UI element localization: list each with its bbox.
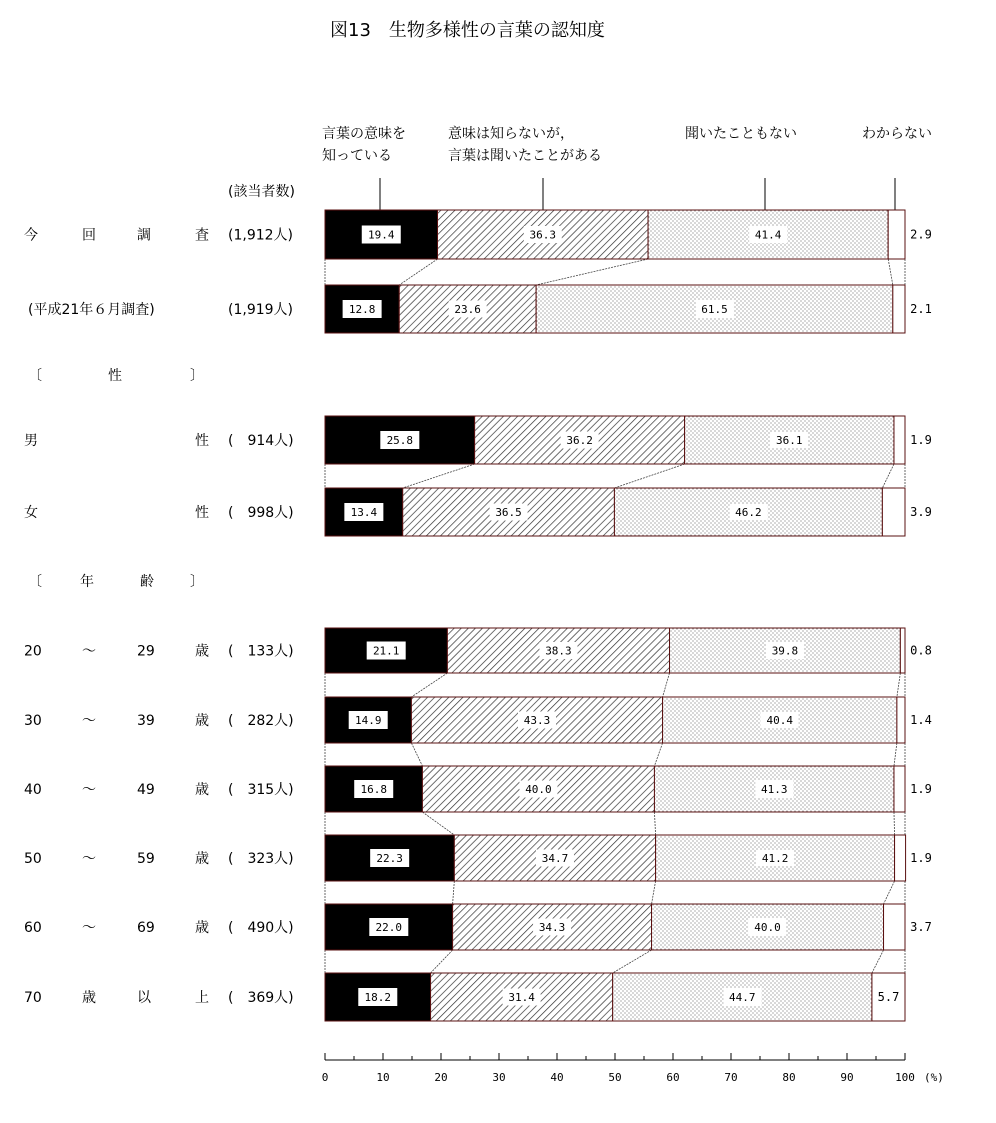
- bar-row: [24, 210, 932, 259]
- connector-line: [399, 259, 437, 285]
- row-label: 40: [24, 782, 42, 798]
- category-header: 意味は知らないが，: [448, 126, 574, 142]
- row-label: 男: [24, 433, 38, 449]
- value-label: 1.9: [910, 782, 932, 796]
- bar-segment: [900, 628, 905, 673]
- bar-row: [24, 904, 932, 950]
- row-label: 歳: [195, 782, 209, 798]
- tick-label: 20: [434, 1071, 448, 1084]
- value-label: 38.3: [545, 644, 572, 658]
- count-header: (該当者数): [228, 184, 295, 200]
- category-header: 言葉の意味を: [322, 126, 406, 142]
- group-label: 〔: [28, 368, 42, 384]
- value-label: 34.3: [538, 921, 566, 934]
- value-label: 1.9: [910, 851, 932, 865]
- bar-segment: [894, 416, 905, 464]
- bar-row: [24, 488, 932, 536]
- row-label: 39: [137, 713, 155, 729]
- bar-segment: [893, 285, 905, 333]
- tick-label: 10: [376, 1071, 390, 1084]
- connector-line: [897, 673, 900, 697]
- value-label: 46.2: [735, 506, 762, 519]
- value-label: 23.6: [454, 303, 481, 316]
- value-label: 36.1: [776, 434, 803, 447]
- row-label: 査: [195, 227, 209, 244]
- value-label: 25.8: [386, 434, 414, 447]
- group-label: 〕: [190, 574, 204, 590]
- bar-row: [24, 835, 932, 881]
- row-count: ( 282人): [228, 713, 294, 729]
- row-label: 女: [24, 505, 38, 521]
- row-label: 以: [137, 990, 151, 1006]
- tick-label: 0: [321, 1071, 329, 1084]
- bar-segment: [884, 904, 905, 950]
- value-label: 18.2: [364, 991, 392, 1004]
- value-label: 41.3: [760, 783, 788, 796]
- bar-row: [24, 766, 932, 812]
- value-label: 36.3: [529, 228, 557, 242]
- value-label: 36.5: [495, 506, 522, 519]
- connector-line: [654, 743, 662, 766]
- row-label: ～: [82, 851, 96, 867]
- category-header: 言葉は聞いたことがある: [448, 148, 602, 164]
- value-label: 36.2: [566, 434, 593, 447]
- row-label: 59: [137, 851, 155, 867]
- connector-line: [411, 673, 447, 697]
- row-label: 歳: [195, 851, 209, 867]
- tick-label: 40: [550, 1071, 564, 1084]
- row-label: ～: [82, 713, 96, 729]
- row-label: 歳: [195, 920, 209, 936]
- value-label: 44.7: [729, 991, 756, 1004]
- connector-line: [888, 259, 893, 285]
- row-label: 50: [24, 851, 42, 867]
- row-label: 回: [82, 227, 96, 244]
- row-label: 性: [195, 433, 209, 449]
- value-label: 14.9: [354, 714, 382, 727]
- value-label: 3.7: [910, 920, 932, 934]
- category-header: わからない: [862, 126, 932, 142]
- row-label: ～: [82, 782, 96, 798]
- value-label: 13.4: [350, 506, 378, 519]
- tick-label: 90: [840, 1071, 854, 1084]
- row-label: ～: [82, 643, 96, 660]
- bar-row: [24, 628, 932, 673]
- row-label: 20: [24, 643, 42, 660]
- value-label: 3.9: [910, 505, 932, 519]
- value-label: 0.8: [910, 643, 932, 658]
- bar-segment: [894, 766, 905, 812]
- group-labels: [28, 367, 204, 590]
- group-label: 年: [80, 574, 94, 590]
- row-label: 70: [24, 990, 42, 1006]
- connector-line: [654, 812, 655, 835]
- value-label: 40.0: [525, 783, 552, 796]
- row-count: ( 323人): [228, 851, 294, 867]
- tick-label: 70: [724, 1071, 738, 1084]
- row-count: ( 315人): [228, 782, 294, 798]
- row-label: 60: [24, 920, 42, 936]
- category-header: 聞いたこともない: [685, 126, 797, 142]
- tick-label: 30: [492, 1071, 506, 1084]
- tick-label: 100: [895, 1071, 915, 1084]
- value-label: 2.9: [910, 227, 932, 242]
- connector-line: [536, 259, 648, 285]
- value-label: 19.4: [368, 228, 395, 242]
- connector-line: [614, 464, 684, 488]
- connector-line: [403, 464, 475, 488]
- connector-line: [613, 950, 652, 973]
- value-label: 61.5: [701, 303, 728, 316]
- row-label: 49: [137, 782, 155, 798]
- row-label: (平成21年６月調査): [28, 302, 155, 318]
- row-label: 歳: [82, 990, 96, 1006]
- value-label: 1.9: [910, 433, 932, 447]
- connector-line: [894, 743, 897, 766]
- connector-line: [882, 464, 894, 488]
- connector-line: [652, 881, 656, 904]
- connector-line: [663, 673, 670, 697]
- row-count: ( 998人): [228, 505, 294, 521]
- value-label: 41.2: [761, 852, 789, 865]
- row-label: 歳: [195, 713, 209, 729]
- row-count: (1,912人): [228, 227, 294, 244]
- tick-label: 60: [666, 1071, 680, 1084]
- row-count: ( 133人): [228, 643, 294, 660]
- value-label: 2.1: [910, 302, 932, 316]
- bar-segment: [895, 835, 906, 881]
- bar-rows: [24, 210, 932, 1021]
- row-count: ( 914人): [228, 433, 294, 449]
- value-label: 40.4: [766, 714, 793, 727]
- row-count: ( 490人): [228, 920, 294, 936]
- group-label: 〕: [190, 368, 204, 384]
- connector-line: [872, 950, 884, 973]
- value-label: 22.3: [376, 852, 403, 865]
- value-label: 41.4: [754, 228, 782, 242]
- row-label: 上: [195, 990, 209, 1006]
- bar-row: [24, 697, 932, 743]
- connector-line: [422, 812, 454, 835]
- connector-line: [894, 812, 895, 835]
- value-label: 34.7: [541, 852, 569, 865]
- group-label: 〔: [28, 574, 42, 590]
- value-label: 1.4: [910, 713, 932, 727]
- value-label: 16.8: [360, 783, 387, 796]
- row-label: 調: [137, 227, 151, 244]
- value-label: 31.4: [508, 991, 535, 1004]
- row-label: 歳: [195, 643, 209, 660]
- axis-unit: (%): [924, 1071, 944, 1084]
- connector-line: [884, 881, 895, 904]
- category-header: 知っている: [322, 148, 392, 164]
- bar-row: [28, 285, 932, 333]
- row-label: 性: [195, 505, 209, 521]
- category-headers: [322, 125, 932, 210]
- tick-label: 50: [608, 1071, 622, 1084]
- x-axis: [322, 1053, 944, 1084]
- bar-segment: [882, 488, 905, 536]
- connector-line: [431, 950, 453, 973]
- tick-label: 80: [782, 1071, 796, 1084]
- value-label: 5.7: [877, 990, 900, 1004]
- connector-line: [411, 743, 422, 766]
- bar-row: [24, 973, 905, 1021]
- value-label: 22.0: [375, 921, 403, 934]
- value-label: 12.8: [348, 303, 376, 316]
- row-label: 30: [24, 713, 42, 729]
- row-count: ( 369人): [228, 990, 294, 1006]
- value-label: 43.3: [523, 714, 551, 727]
- bar-segment: [897, 697, 905, 743]
- value-label: 40.0: [754, 921, 781, 934]
- row-label: 29: [137, 643, 155, 660]
- group-label: 齢: [140, 574, 154, 590]
- row-label: 今: [24, 227, 38, 244]
- chart-title: 図13 生物多様性の言葉の認知度: [330, 20, 605, 41]
- value-label: 21.1: [372, 644, 400, 658]
- row-count: (1,919人): [228, 302, 294, 318]
- value-label: 39.8: [771, 644, 799, 658]
- group-label: 性: [108, 368, 122, 384]
- bar-row: [24, 416, 932, 464]
- row-label: 69: [137, 920, 155, 936]
- bar-segment: [888, 210, 905, 259]
- row-label: ～: [82, 920, 96, 936]
- connector-line: [453, 881, 455, 904]
